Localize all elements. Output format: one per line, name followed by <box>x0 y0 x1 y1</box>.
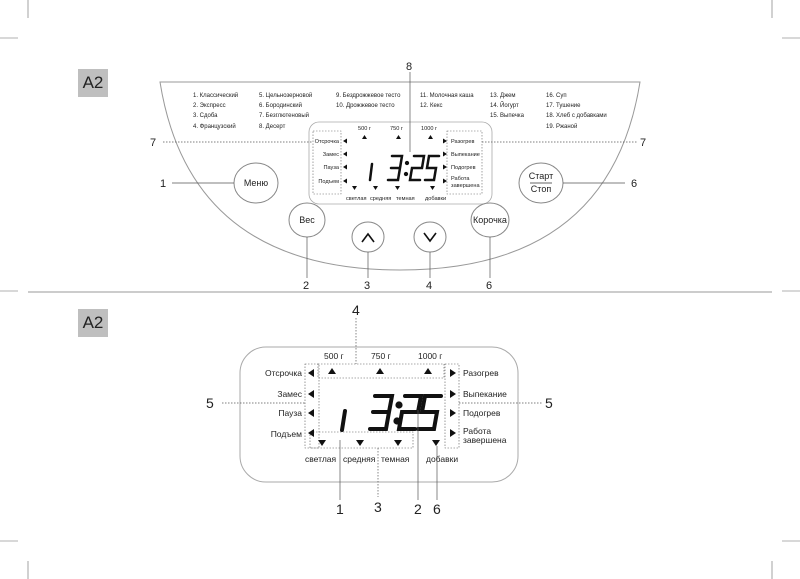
status-label: Пауза <box>323 165 339 171</box>
program-item: 3. Сдоба <box>193 113 218 119</box>
status-label: Работа <box>451 176 470 182</box>
program-item: 18. Хлеб с добавками <box>546 113 607 119</box>
menu-button-label: Меню <box>243 178 269 188</box>
status-label: Замес <box>277 389 302 399</box>
callout-number: 6 <box>433 501 441 517</box>
additions-label: добавки <box>426 454 459 464</box>
program-item: 7. Безглютеновый <box>259 113 310 119</box>
program-item: 13. Джем <box>490 93 516 99</box>
callout-number: 5 <box>545 395 553 411</box>
status-label: Замес <box>322 152 339 158</box>
program-item: 8. Десерт <box>259 124 286 130</box>
callout-number: 8 <box>406 61 413 73</box>
status-label: Работа <box>463 426 492 436</box>
callout-number: 6 <box>486 280 493 292</box>
status-label: Выпекание <box>463 389 507 399</box>
status-label: Разогрев <box>463 368 499 378</box>
weight-label: 750 г <box>371 351 391 361</box>
weight-button-label: Вес <box>299 215 315 225</box>
program-item: 9. Бездрожжевое тесто <box>336 93 401 99</box>
down-button[interactable] <box>414 222 446 252</box>
stop-label: Стоп <box>530 184 552 194</box>
callout-number: 1 <box>160 178 167 190</box>
status-label: Выпекание <box>451 152 480 158</box>
program-item: 1. Классический <box>193 93 239 99</box>
crust-label: средняя <box>370 196 392 202</box>
up-button[interactable] <box>352 222 384 252</box>
callout-number: 1 <box>336 501 344 517</box>
status-label: Подогрев <box>463 408 501 418</box>
callout-number: 2 <box>303 280 310 292</box>
program-item: 6. Бородинский <box>259 103 302 109</box>
callout-number: 3 <box>374 499 382 515</box>
status-label: Разогрев <box>451 139 475 145</box>
callout-number: 4 <box>426 280 433 292</box>
callout-number: 7 <box>640 137 647 149</box>
crust-button-label: Корочка <box>473 215 507 225</box>
status-label: завершена <box>463 435 507 445</box>
weight-label: 1000 г <box>418 351 443 361</box>
program-item: 15. Выпечка <box>490 113 524 119</box>
program-item: 2. Экспресс <box>193 103 226 109</box>
program-item: 5. Цельнозерновой <box>259 93 313 99</box>
weight-label: 500 г <box>324 351 344 361</box>
section-badge-top: A2 <box>78 69 108 97</box>
weight-label: 1000 г <box>421 126 438 132</box>
status-label: завершена <box>451 183 480 189</box>
status-label: Подъем <box>270 429 302 439</box>
crust-label: темная <box>396 196 415 202</box>
weight-label: 750 г <box>390 126 403 132</box>
section-badge-bottom: A2 <box>78 309 108 337</box>
program-item: 16. Суп <box>546 93 567 99</box>
callout-number: 6 <box>631 178 638 190</box>
status-label: Подъем <box>318 179 339 185</box>
weight-label: 500 г <box>358 126 371 132</box>
callout-number: 5 <box>206 395 214 411</box>
crust-label: средняя <box>343 454 376 464</box>
status-label: Отсрочка <box>265 368 302 378</box>
program-item: 14. Йогурт <box>490 103 519 109</box>
callout-number: 3 <box>364 280 371 292</box>
crust-label: светлая <box>305 454 337 464</box>
callout-number: 4 <box>352 302 360 318</box>
status-label: Подогрев <box>451 165 476 171</box>
program-item: 12. Кекс <box>420 103 443 109</box>
status-label: Пауза <box>278 408 302 418</box>
program-item: 10. Дрожжевое тесто <box>336 103 395 109</box>
additions-label: добавки <box>425 196 447 202</box>
program-item: 17. Тушение <box>546 103 581 109</box>
program-item: 11. Молочная каша <box>420 93 474 99</box>
status-label: Отсрочка <box>314 139 339 145</box>
crust-label: светлая <box>346 196 367 202</box>
callout-number: 7 <box>150 137 157 149</box>
crust-label: темная <box>381 454 410 464</box>
start-label: Старт <box>528 171 554 181</box>
program-item: 19. Ржаной <box>546 124 578 130</box>
program-item: 4. Французский <box>193 124 236 130</box>
callout-number: 2 <box>414 501 422 517</box>
